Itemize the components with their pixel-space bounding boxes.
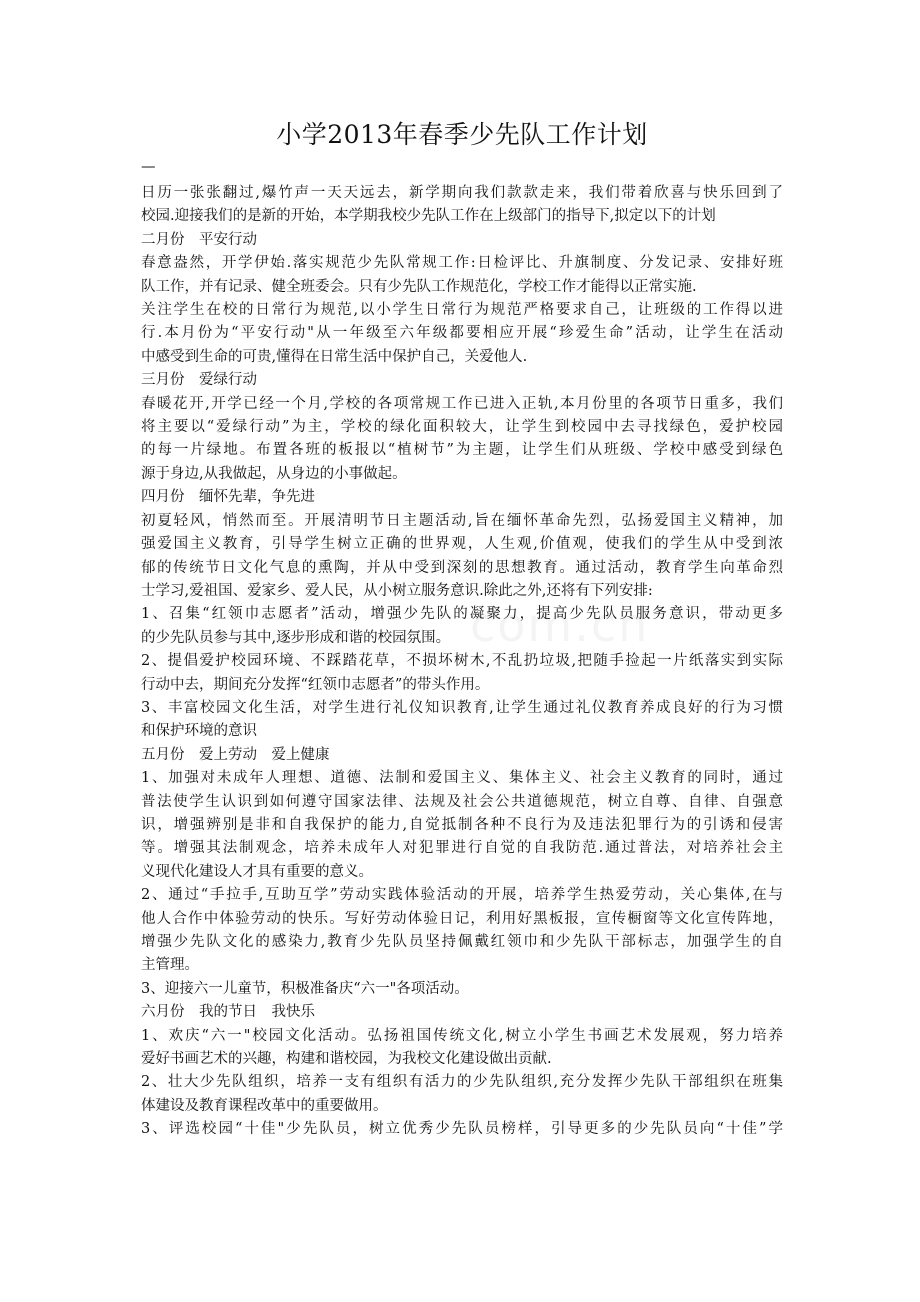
document-body — [141, 182, 783, 1142]
text-line: 春意盎然，开学伊始.落实规范少先队常规工作:日检评比、升旗制度、分发记录、安排好班 — [141, 255, 783, 272]
text-line: 1、加强对未成年人理想、道德、法制和爱国主义、集体主义、社会主义教育的同时，通过 — [141, 770, 783, 787]
text-line: 识，增强辨别是非和自我保护的能力,自觉抵制各种不良行为及违法犯罪行为的引诱和侵害 — [141, 816, 783, 833]
text-line: 爱好书画艺术的兴趣，构建和谐校园，为我校文化建设做出贡献. — [141, 1051, 552, 1068]
text-line: 和保护环境的意识 — [141, 723, 257, 740]
text-line: 关注学生在校的日常行为规范,以小学生日常行为规范严格要求自己，让班级的工作得以进 — [141, 302, 783, 319]
title-dash: — — [141, 159, 156, 175]
text-line: 体建设及教育课程改革中的重要做用。 — [141, 1097, 388, 1114]
text-line: 郁的传统节日文化气息的熏陶，并从中受到深刻的思想教育。通过活动，教育学生向革命烈 — [141, 559, 783, 576]
text-line: 强爱国主义教育，引导学生树立正确的世界观，人生观,价值观，使我们的学生从中受到浓 — [141, 536, 783, 553]
text-line: 校园.迎接我们的是新的开始，本学期我校少先队工作在上级部门的指导下,拟定以下的计划 — [141, 208, 716, 225]
text-line: 日历一张张翻过,爆竹声一天天远去，新学期向我们款款走来，我们带着欣喜与快乐回到了 — [141, 185, 783, 201]
text-line: 主管理。 — [141, 957, 199, 974]
document-title: 小学2013年春季少先队工作计划 — [276, 120, 648, 149]
text-line: 3、迎接六一儿童节，积极准备庆“六一"各项活动。 — [141, 980, 469, 997]
text-line: 行.本月份为“平安行动"从一年级至六年级都要相应开展“珍爱生命”活动，让学生在活动 — [141, 325, 783, 342]
text-line: 1、召集“红领巾志愿者”活动，增强少先队的凝聚力，提高少先队员服务意识，带动更多 — [141, 606, 783, 623]
text-line: 五月份 爱上劳动 爱上健康 — [141, 746, 330, 763]
text-line: 增强少先队文化的感染力,教育少先队员坚持佩戴红领巾和少先队干部标志，加强学生的自 — [141, 934, 783, 950]
text-line: 3、评选校园“十佳"少先队员，树立优秀少先队员榜样，引导更多的少先队员向“十佳”学 — [141, 1121, 783, 1138]
text-line: 六月份 我的节日 我快乐 — [141, 1004, 315, 1021]
text-line: 他人合作中体验劳动的快乐。写好劳动体验日记，利用好黑板报，宣传橱窗等文化宣传阵地， — [141, 910, 783, 927]
text-line: 普法使学生认识到如何遵守国家法律、法规及社会公共道德规范，树立自尊、自律、自强意 — [141, 793, 783, 810]
text-line: 的少先队员参与其中,逐步形成和谐的校园氛围。 — [141, 629, 451, 646]
text-line: 1、欢庆“六一"校园文化活动。弘扬祖国传统文化,树立小学生书画艺术发展观，努力培养 — [141, 1027, 783, 1044]
text-line: 二月份 平安行动 — [141, 231, 257, 248]
text-line: 等。增强其法制观念，培养未成年人对犯罪进行自觉的自我防范.通过普法，对培养社会主 — [141, 840, 783, 857]
text-line: 四月份 缅怀先辈，争先进 — [141, 489, 315, 506]
text-line: 行动中去，期间充分发挥“红领巾志愿者”的带头作用。 — [141, 676, 490, 693]
text-line: 士学习,爱祖国、爱家乡、爱人民，从小树立服务意识.除此之外,还将有下列安排: — [141, 582, 653, 599]
text-line: 三月份 爱绿行动 — [141, 372, 257, 389]
text-line: 2、通过“手拉手,互助互学”劳动实践体验活动的开展，培养学生热爱劳动，关心集体,在与 — [141, 887, 783, 904]
watermark: com.cn — [470, 598, 650, 652]
text-line: 队工作，并有记录、健全班委会。只有少先队工作规范化，学校工作才能得以正常实施. — [141, 278, 697, 295]
text-line: 源于身边,从我做起，从身边的小事做起。 — [141, 465, 407, 482]
text-line: 2、壮大少先队组织，培养一支有组织有活力的少先队组织,充分发挥少先队干部组织在班集 — [141, 1074, 783, 1091]
text-line: 中感受到生命的可贵,懂得在日常生活中保护自己，关爱他人. — [141, 348, 528, 365]
text-line: 春暖花开,开学已经一个月,学校的各项常规工作已进入正轨,本月份里的各项节日重多，我们 — [141, 395, 783, 412]
text-line: 2、提倡爱护校园环境、不踩踏花草，不损坏树木,不乱扔垃圾,把随手捡起一片纸落实到实际 — [141, 653, 783, 670]
text-line: 初夏轻风，悄然而至。开展清明节日主题活动,旨在缅怀革命先烈，弘扬爱国主义精神，加 — [141, 512, 783, 529]
text-line: 的每一片绿地。布置各班的板报以“植树节”为主题，让学生们从班级、学校中感受到绿色 — [141, 442, 783, 459]
text-line: 3、丰富校园文化生活，对学生进行礼仪知识教育,让学生通过礼仪教育养成良好的行为习惯 — [141, 699, 783, 716]
text-line: 义现代化建设人才具有重要的意义。 — [141, 863, 373, 880]
text-line: 将主要以“爱绿行动”为主，学校的绿化面积较大，让学生到校园中去寻找绿色，爱护校园 — [141, 419, 783, 436]
document-page — [141, 118, 783, 1142]
